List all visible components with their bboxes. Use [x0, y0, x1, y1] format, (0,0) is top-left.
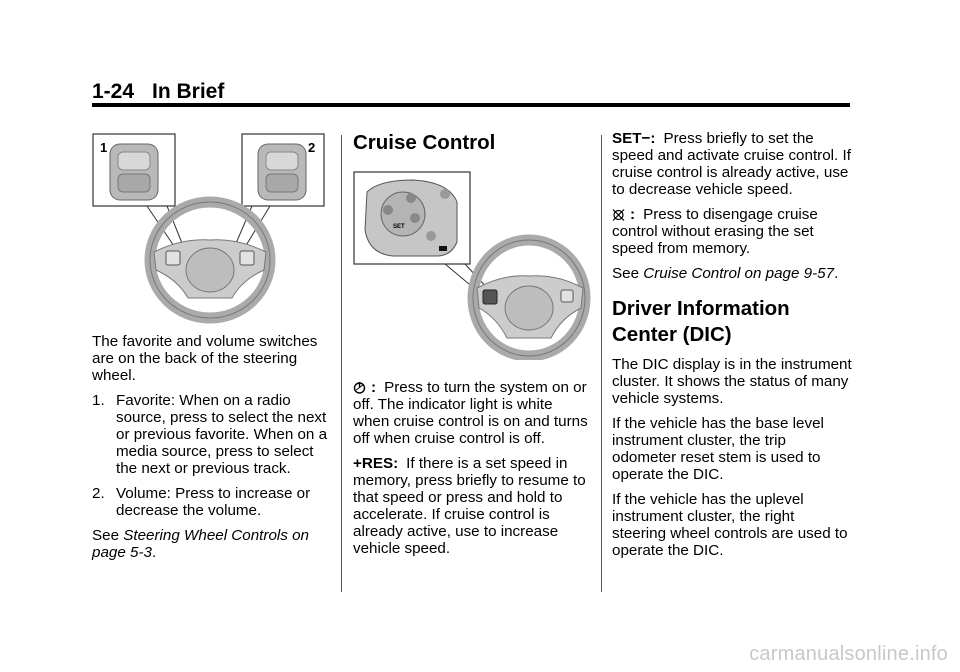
steering-wheel-switches-figure	[92, 130, 332, 325]
callout-1: 1	[100, 140, 108, 155]
middle-column	[353, 379, 593, 565]
right-column	[612, 130, 852, 567]
set-paragraph	[612, 130, 852, 198]
cruise-cancel-icon	[612, 208, 625, 221]
dic-paragraph-2: If the vehicle has the base level instrument cluster, the trip odometer reset stem is used to operate the DIC.	[612, 415, 824, 483]
cancel-text: Press to disengage cruise control without erasing the set speed from memory.	[612, 206, 818, 257]
see-reference-link[interactable]: Cruise Control on page 9-57	[643, 265, 835, 282]
see-also-paragraph	[92, 527, 332, 561]
cancel-paragraph	[612, 206, 852, 257]
set-term: SET−:	[612, 130, 656, 147]
column-divider	[601, 135, 602, 592]
cruise-control-heading: Cruise Control	[353, 131, 496, 154]
power-paragraph	[353, 379, 593, 447]
dic-paragraph-1: The DIC display is in the instrument cluster. It shows the status of many vehicle systems.	[612, 356, 852, 407]
list-item	[92, 485, 332, 519]
see-prefix: See	[92, 527, 124, 544]
res-text: If there is a set speed in memory, press briefly to resume to that speed or press and hold to accelerate. If cruise control is already active, use to increase vehicle speed.	[353, 455, 586, 557]
intro-paragraph: The favorite and volume switches are on the back of the steering wheel.	[92, 333, 318, 384]
watermark: carmanualsonline.info	[749, 643, 948, 665]
header-rule	[92, 103, 850, 107]
set-text: Press briefly to set the speed and activate cruise control. If cruise control is already active, use to decrease vehicle speed.	[612, 130, 851, 198]
power-term: :	[371, 379, 377, 396]
list-text: Volume: Press to increase or decrease the volume.	[116, 485, 311, 519]
cruise-control-figure	[353, 170, 593, 360]
steering-wheel-icon	[473, 240, 585, 356]
see-reference-link[interactable]: Steering Wheel Controls on page 5-3	[92, 527, 309, 561]
list-text: Favorite: When on a radio source, press to select the next or previous favorite. When on a media source, press to select the next or previous track.	[116, 392, 328, 477]
section-title: In Brief	[152, 80, 225, 103]
see-suffix: .	[834, 265, 839, 282]
left-column	[92, 333, 332, 569]
dic-heading	[612, 296, 852, 348]
see-suffix: .	[151, 544, 157, 561]
see-prefix: See	[612, 265, 644, 282]
column-divider	[341, 135, 342, 592]
page-number: 1-24	[92, 80, 135, 103]
list-number: 1.	[92, 392, 105, 409]
res-paragraph	[353, 455, 593, 557]
see-also-paragraph	[612, 265, 852, 282]
cancel-term: :	[630, 206, 636, 223]
page-header	[92, 80, 224, 104]
dic-paragraph-3: If the vehicle has the uplevel instrument cluster, the right steering wheel controls are used to operate the DIC.	[612, 491, 848, 559]
set-button-label: SET	[393, 224, 405, 230]
steering-wheel-icon	[150, 202, 270, 318]
power-text: Press to turn the system on or off. The indicator light is white when cruise control is on and turns off when cruise control is off.	[353, 379, 588, 447]
dic-heading-line-1: Driver Information	[612, 297, 790, 320]
res-term: +RES:	[353, 455, 399, 472]
list-item	[92, 392, 332, 477]
list-number: 2.	[92, 485, 105, 502]
cruise-power-icon	[353, 381, 366, 394]
dic-heading-line-2: Center (DIC)	[612, 323, 732, 346]
callout-2: 2	[308, 140, 316, 155]
